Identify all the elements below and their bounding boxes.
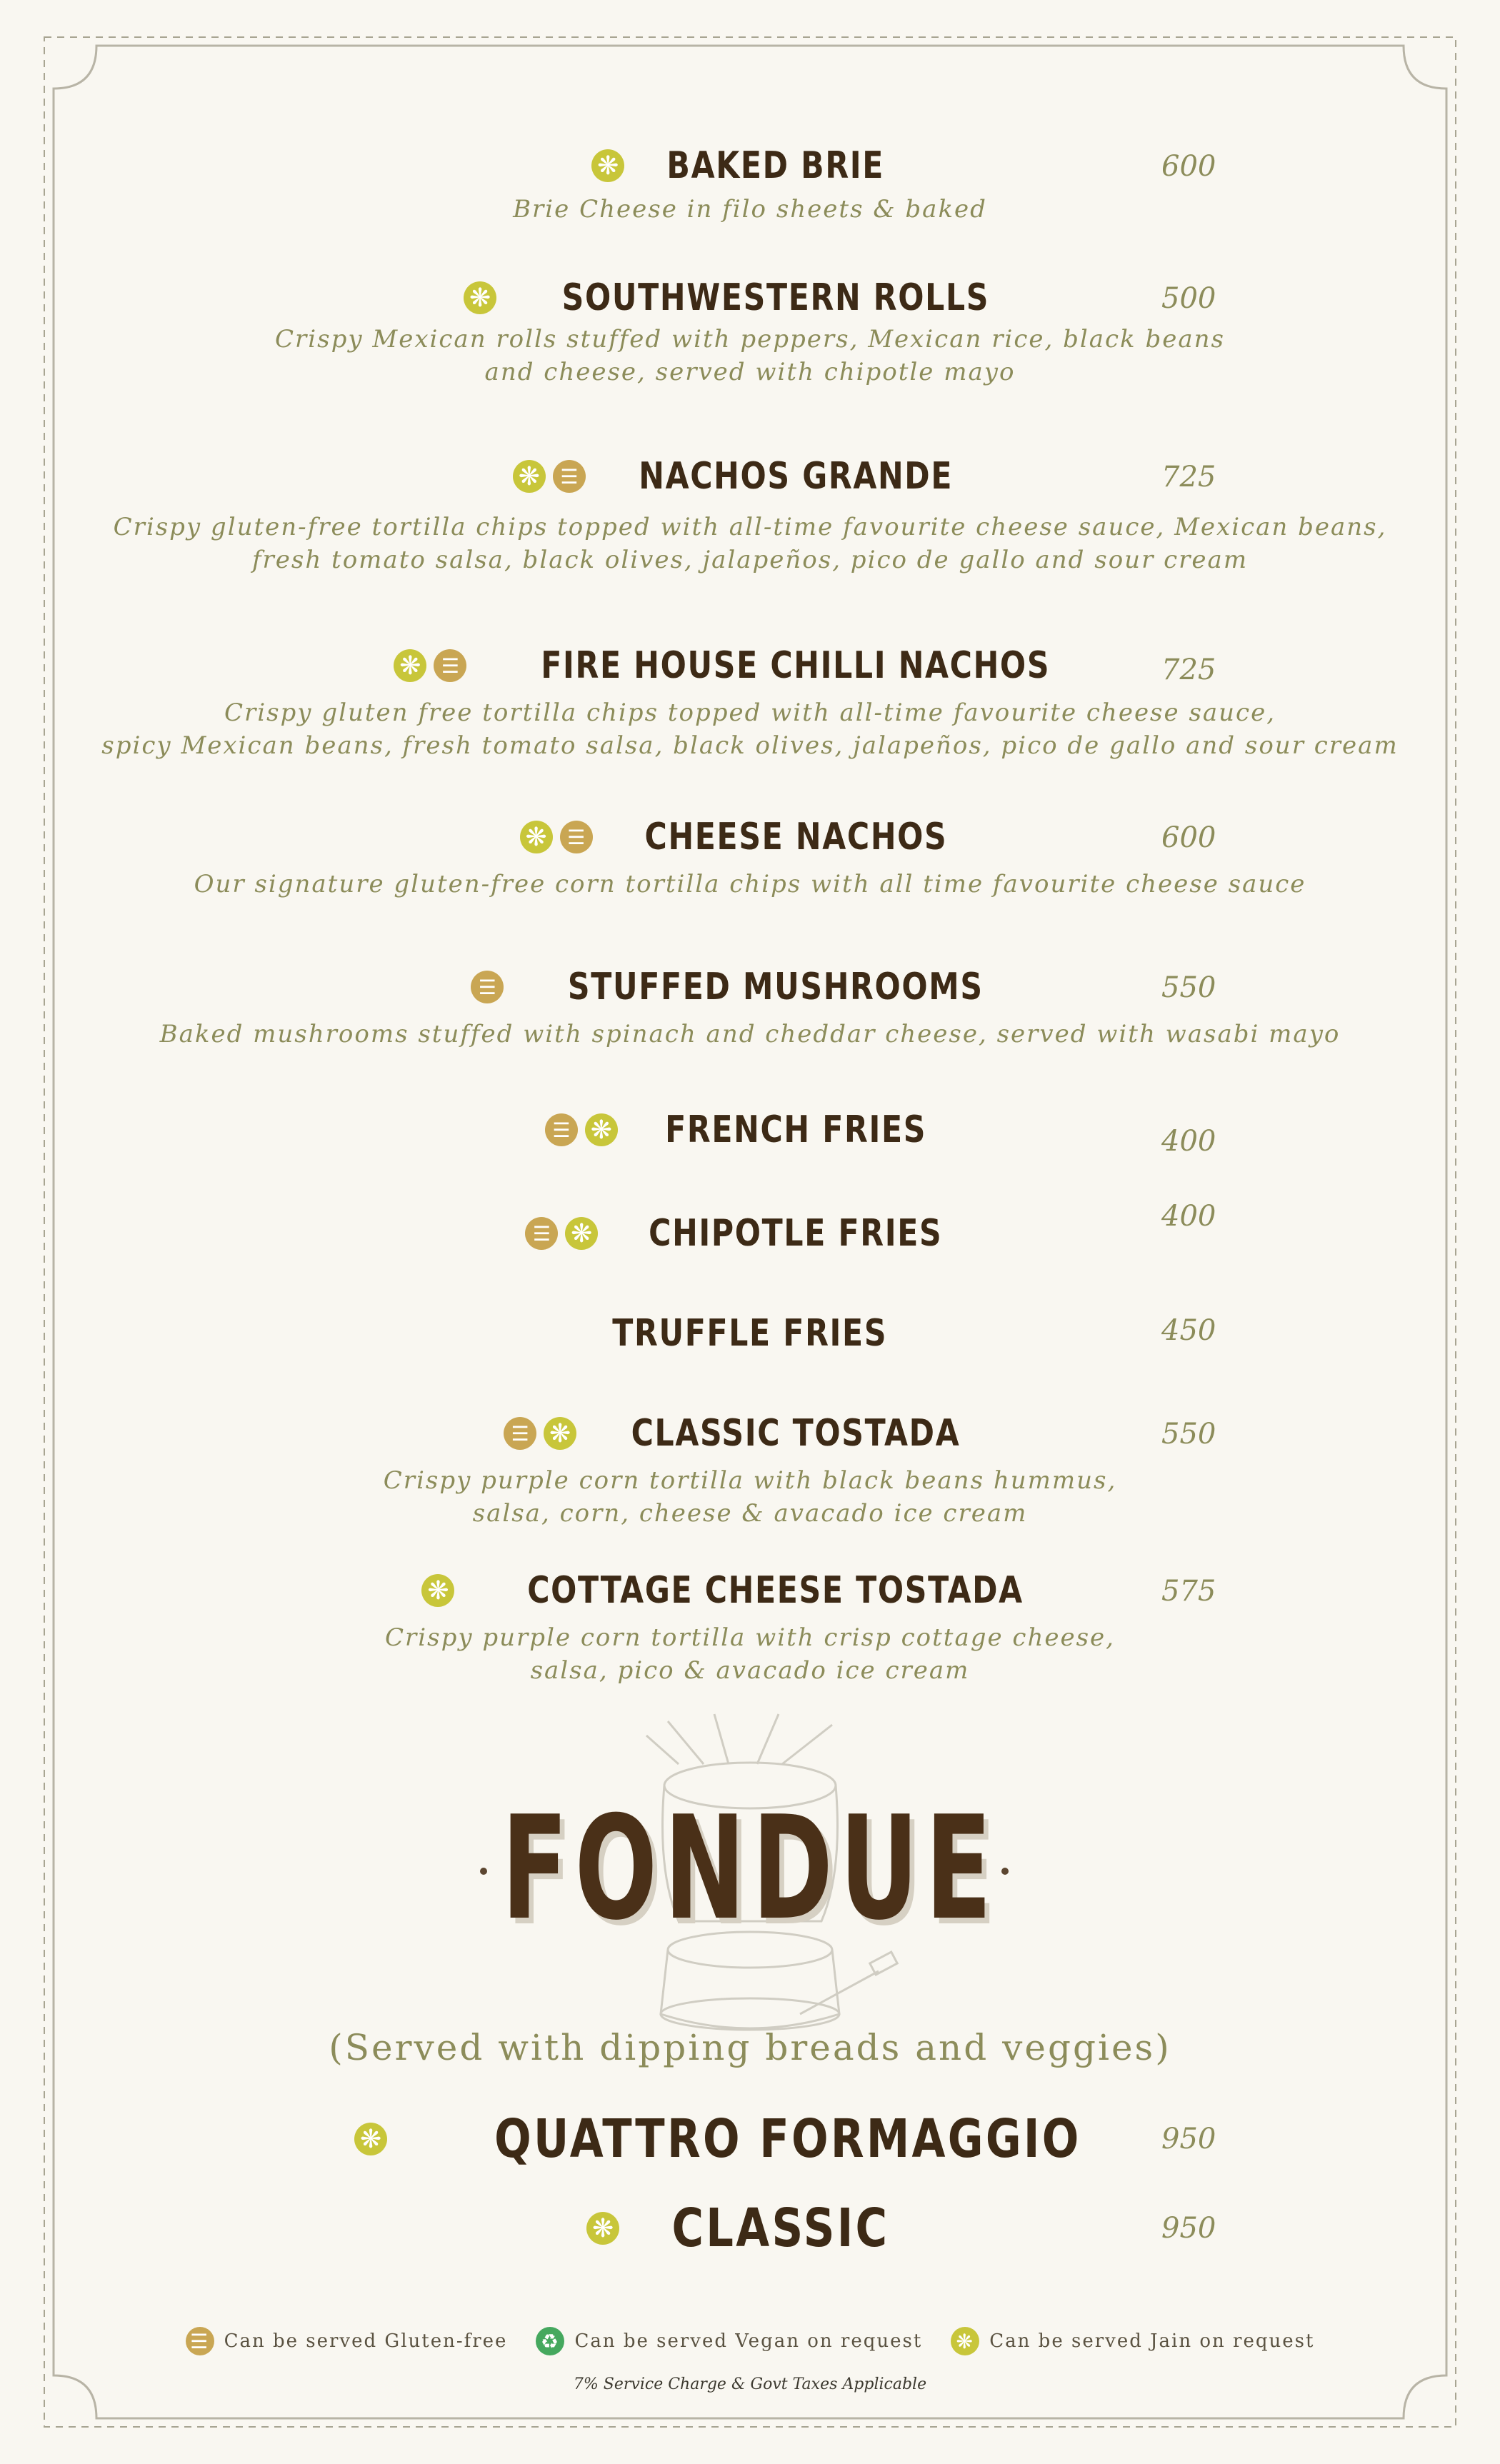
jain-icon: ❋ <box>591 149 624 182</box>
jain-icon: ❋ <box>464 281 496 314</box>
gluten-free-icon: ☰ <box>525 1217 558 1250</box>
menu-item-name: FRENCH FRIES <box>665 1108 926 1151</box>
menu-item-price: 600 <box>1161 821 1216 854</box>
gluten-free-icon: ☰ <box>504 1417 536 1450</box>
jain-icon: ❋ <box>394 649 426 682</box>
jain-icon: ❋ <box>421 1574 454 1607</box>
description-line: and cheese, served with chipotle mayo <box>484 358 1016 386</box>
menu-item-name: CLASSIC TOSTADA <box>631 1412 961 1455</box>
menu-item-name: BAKED BRIE <box>666 144 885 187</box>
menu-item-name: NACHOS GRANDE <box>639 455 953 498</box>
menu-item-price: 550 <box>1161 1418 1216 1451</box>
jain-icon: ❋ <box>586 2212 619 2245</box>
description-line: spicy Mexican beans, fresh tomato salsa, black olives, jalapeños, pico de gallo and sour cream <box>101 731 1399 760</box>
service-charge-note: 7% Service Charge & Govt Taxes Applicable <box>573 2375 927 2393</box>
description-line: Crispy purple corn tortilla with crisp cottage cheese, <box>385 1623 1115 1652</box>
fondue-heading: FONDUE <box>501 1786 999 1952</box>
menu-item-name: CHEESE NACHOS <box>644 816 947 858</box>
description-line: Baked mushrooms stuffed with spinach and cheddar cheese, served with wasabi mayo <box>159 1020 1341 1048</box>
menu-item-name: COTTAGE CHEESE TOSTADA <box>527 1569 1024 1612</box>
description-line: Crispy purple corn tortilla with black beans hummus, <box>383 1466 1117 1495</box>
dietary-legend <box>0 2327 1500 2355</box>
jain-icon: ❋ <box>544 1417 576 1450</box>
gluten-free-icon: ☰ <box>560 821 593 853</box>
menu-item-name: TRUFFLE FRIES <box>612 1312 888 1355</box>
menu-item-price: 500 <box>1161 282 1216 315</box>
jain-icon: ❋ <box>513 460 546 493</box>
dietary-icons <box>586 2212 619 2245</box>
description-line: fresh tomato salsa, black olives, jalapeños, pico de gallo and sour cream <box>251 546 1249 574</box>
menu-item-price: 400 <box>1161 1200 1216 1233</box>
gluten-free-icon: ☰ <box>471 971 504 1003</box>
jain-icon: ❋ <box>354 2123 387 2155</box>
description-line: salsa, pico & avacado ice cream <box>530 1656 970 1685</box>
menu-item-price: 725 <box>1161 461 1216 494</box>
legend-jain-label: Can be served Jain on request <box>989 2330 1315 2352</box>
jain-icon: ❋ <box>585 1113 618 1146</box>
menu-item-price: 575 <box>1161 1575 1216 1608</box>
dietary-icons <box>354 2123 387 2155</box>
menu-item-price: 400 <box>1161 1125 1216 1158</box>
menu-item-name: SOUTHWESTERN ROLLS <box>561 276 990 319</box>
gluten-free-icon: ☰ <box>186 2327 214 2355</box>
jain-icon: ❋ <box>520 821 553 853</box>
menu-item-price: 600 <box>1161 150 1216 183</box>
gluten-free-icon: ☰ <box>553 460 586 493</box>
menu-item-price: 550 <box>1161 971 1216 1004</box>
description-line: Our signature gluten-free corn tortilla chips with all time favourite cheese sauce <box>194 870 1306 898</box>
fondue-item <box>0 2107 1500 2171</box>
jain-icon: ❋ <box>565 1217 598 1250</box>
description-line: Crispy Mexican rolls stuffed with peppers, Mexican rice, black beans <box>275 325 1225 354</box>
fondue-item <box>0 2196 1500 2260</box>
fondue-item-name: QUATTRO FORMAGGIO <box>494 2108 1081 2170</box>
fondue-subtitle: (Served with dipping breads and veggies) <box>329 2027 1171 2068</box>
description-line: Brie Cheese in filo sheets & baked <box>513 195 987 224</box>
menu-item-name: CHIPOTLE FRIES <box>649 1212 943 1255</box>
description-line: salsa, corn, cheese & avacado ice cream <box>472 1499 1028 1528</box>
legend-vegan-label: Can be served Vegan on request <box>574 2330 923 2352</box>
description-line: Crispy gluten free tortilla chips topped with all-time favourite cheese sauce, <box>224 698 1276 727</box>
menu-item-price: 450 <box>1161 1314 1216 1347</box>
description-line: Crispy gluten-free tortilla chips topped with all-time favourite cheese sauce, Mexican beans, <box>113 513 1387 541</box>
gluten-free-icon: ☰ <box>545 1113 578 1146</box>
jain-icon: ❋ <box>951 2327 979 2355</box>
menu-item-name: STUFFED MUSHROOMS <box>568 966 984 1008</box>
legend-gluten-free-label: Can be served Gluten-free <box>224 2330 508 2352</box>
menu-item-name: FIRE HOUSE CHILLI NACHOS <box>541 644 1051 687</box>
vegan-icon: ♻ <box>536 2327 564 2355</box>
gluten-free-icon: ☰ <box>434 649 466 682</box>
menu-item-price: 725 <box>1161 653 1216 686</box>
fondue-item-price: 950 <box>1161 2123 1216 2155</box>
fondue-item-price: 950 <box>1161 2212 1216 2245</box>
fondue-item-name: CLASSIC <box>671 2198 890 2259</box>
